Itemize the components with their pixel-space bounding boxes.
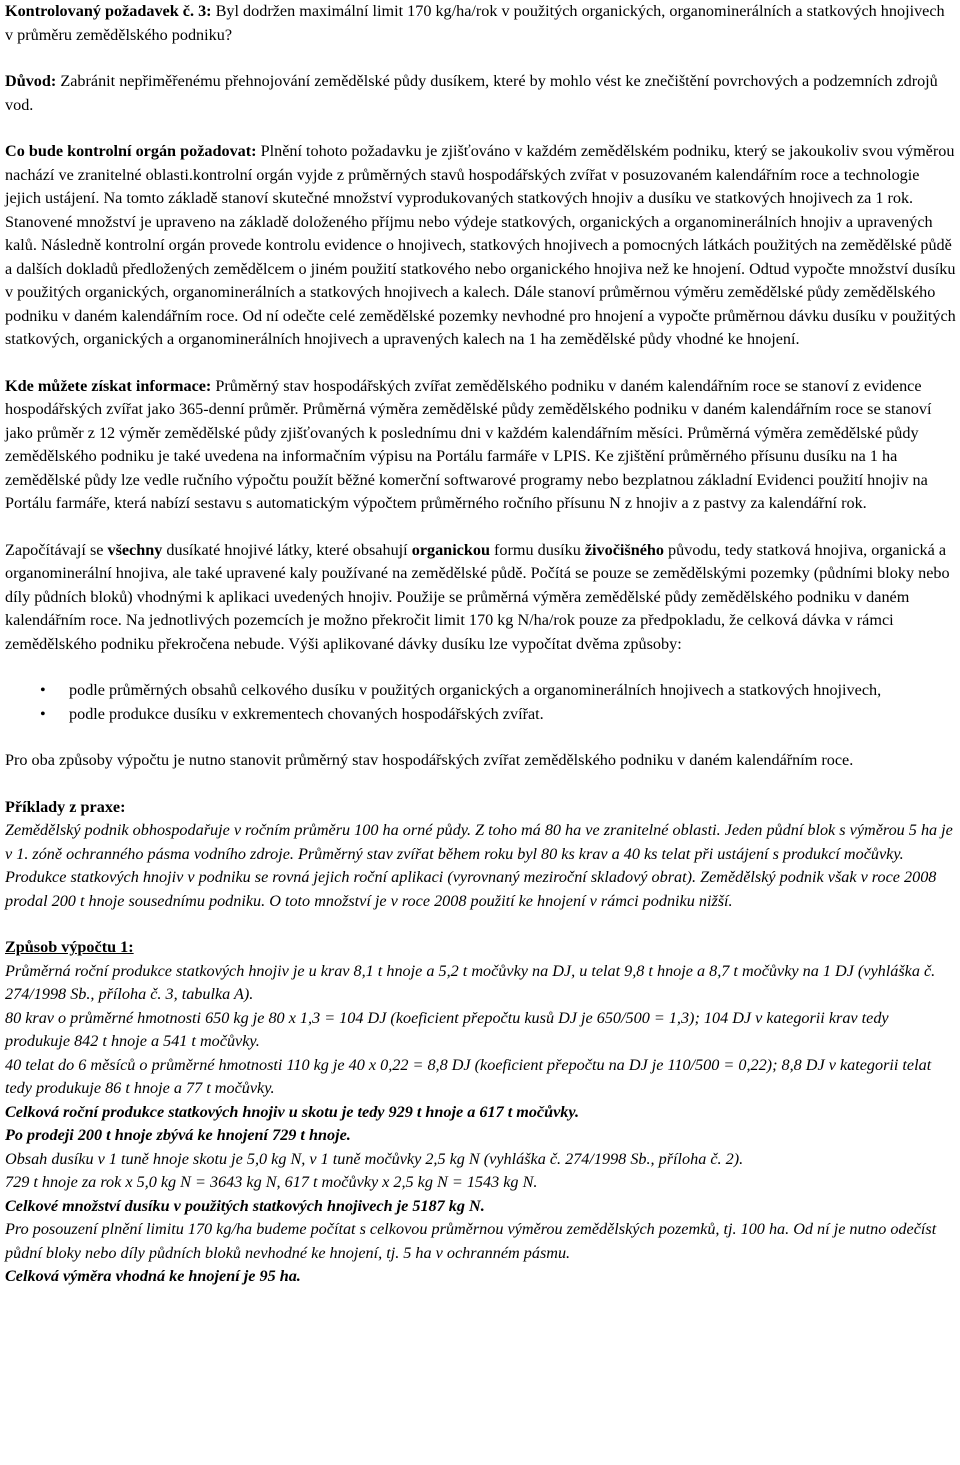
reason-text: Zabránit nepřiměřenému přehnojování zemědělské půdy dusíkem, které by mohlo vést ke znečištění povrchových a podzemních zdrojů vod. [5, 72, 938, 114]
method1-line: 80 krav o průměrné hmotnosti 650 kg je 80 x 1,3 = 104 DJ (koeficient přepočtu kusů DJ je 650/500 = 1,3); 104 DJ v kategorii krav tedy produkuje 842 t hnoje a 541 t močůvky. [5, 1008, 889, 1050]
requirement-label: Kontrolovaný požadavek č. 3: [5, 2, 212, 20]
counting-text-2: dusíkaté hnojivé látky, které obsahují [162, 540, 412, 559]
requirement-paragraph [5, 0, 956, 47]
method1-line-bold: Po prodeji 200 t hnoje zbývá ke hnojení 729 t hnoje. [5, 1126, 351, 1144]
list-item-text: podle průměrných obsahů celkového dusíku v použitých organických a organominerálních hnojivech a statkových hnojivech, [69, 681, 882, 699]
method1-line: Pro posouzení plnění limitu 170 kg/ha budeme počítat s celkovou průměrnou výměrou zemědělských pozemků, tj. 100 ha. Od ní je nutno odečíst půdní bloky nebo díly půdních bloků nevhodné ke hnojení, tj. 5 ha v ochranném pásmu. [5, 1220, 937, 1262]
method1-section [5, 936, 956, 1289]
reason-paragraph [5, 70, 956, 117]
counting-bold-2: organickou [411, 540, 490, 559]
examples-text: Zemědělský podnik obhospodařuje v ročním průměru 100 ha orné půdy. Z toho má 80 ha ve zranitelné oblasti. Jeden půdní blok s výměrou 5 ha je v 1. zóně ochranného pásma vodního zdroje. Průměrný stav zvířat během roku byl 80 ks krav a 40 ks telat při ustájení s produkcí močůvky. Produkce statkových hnojiv v podniku se rovná jejich roční aplikaci (vyrovnaný meziroční skladový obrat). Zemědělský podnik však v roce 2008 prodal 200 t hnoje sousednímu podniku. O toto množství je v roce 2008 použití ke hnojení v rámci podniku nižší. [5, 821, 953, 910]
information-label: Kde můžete získat informace: [5, 376, 212, 395]
authority-text: Plnění tohoto požadavku je zjišťováno v každém zemědělském podniku, který se jakoukoliv svou výměrou nachází ve zranitelné oblasti.kontrolní orgán vyjde z průměrných stavů hospodářských zvířat v posuzovaném kalendářním roce a technologie jejich ustájení. Na tomto základě stanoví skutečné množství vyprodukovaných statkových hnojiv a dusíku ve statkových hnojivech za 1 rok. Stanovené množství je upraveno na základě doloženého příjmu nebo výdeje statkových, organických a organominerálních hnojiv a upravených kalů. Následně kontrolní orgán provede kontrolu evidence o hnojivech, statkových hnojivech a pomocných látkách použitých na zemědělské půdě a dalších dokladů předložených zemědělcem o jiném použití statkového nebo organického hnojiva než ke hnojení. Odtud vypočte množství dusíku v použitých organických, organominerálních a statkových hnojivech a kalech. Dále stanoví průměrnou výměru zemědělské půdy zemědělského podniku v daném kalendářním roce. Od ní odečte celé zemědělské pozemky nevhodné pro hnojení a vypočte průměrnou dávku dusíku v použitých statkových, organických a organominerálních hnojivech a upravených kalech na 1 ha zemědělské půdy vhodné ke hnojení. [5, 142, 956, 348]
method1-line: Obsah dusíku v 1 tuně hnoje skotu je 5,0 kg N, v 1 tuně močůvky 2,5 kg N (vyhláška č. 274/1998 Sb., příloha č. 2). [5, 1149, 744, 1168]
bullet-icon: • [40, 704, 46, 723]
counting-bold-3: živočišného [584, 540, 664, 559]
authority-paragraph [5, 140, 956, 352]
method1-line: Průměrná roční produkce statkových hnojiv je u krav 8,1 t hnoje a 5,2 t močůvky na DJ, u telat 9,8 t hnoje a 8,7 t močůvky na 1 DJ (vyhláška č. 274/1998 Sb., příloha č. 3, tabulka A). [5, 961, 936, 1003]
method1-line-bold: Celková výměra vhodná ke hnojení je 95 ha. [5, 1267, 301, 1285]
list-item [5, 679, 956, 703]
counting-bold-1: všechny [107, 540, 163, 559]
method1-heading: Způsob výpočtu 1: [5, 938, 134, 956]
methods-list [5, 679, 956, 726]
method1-line-bold: Celkové množství dusíku v použitých statkových hnojivech je 5187 kg N. [5, 1196, 485, 1215]
information-text: Průměrný stav hospodářských zvířat zemědělského podniku v daném kalendářním roce se stanoví z evidence hospodářských zvířat jako 365-denní průměr. Průměrná výměra zemědělské půdy zemědělského podniku v daném kalendářním roce se stanoví jako průměr z 12 výměr zemědělské půdy zjišťovaných k poslednímu dni v každém kalendářním měsíci. Průměrná výměra zemědělské půdy zemědělského podniku je také uvedena na informačním výpisu na Portálu farmáře v LPIS. Ke zjištění průměrného přísunu dusíku na 1 ha zemědělské půdy lze vedle ručního výpočtu použít běžné komerční softwarové programy nebo bezplatnou základní Evidenci použití hnojiv na Portálu farmáře, která nabízí sestavu s automatickým výpočtem průměrného ročního přísunu N z hnojiv a z pastvy za kalendářní rok. [5, 376, 932, 512]
counting-text-1: Započítávají se [5, 540, 108, 559]
method1-line-bold: Celková roční produkce statkových hnojiv u skotu je tedy 929 t hnoje a 617 t močůvky. [5, 1102, 580, 1121]
examples-heading: Příklady z praxe: [5, 797, 126, 816]
examples-section [5, 796, 956, 914]
counting-text-3: formu dusíku [489, 540, 585, 559]
counting-text-4: původu, tedy statková hnojiva, organická a organominerální hnojiva, ale také upravené kaly používané na zemědělské půdě. Počítá se pouze se zemědělskými pozemky (půdními bloky nebo díly půdních bloků) vhodnými k aplikaci uvedených hnojiv. Použije se průměrná výměra zemědělské půdy zemědělského podniku v daném kalendářním roce. Na jednotlivých pozemcích je možno překročit limit 170 kg N/ha/rok pouze za předpokladu, že celková dávka v rámci zemědělského podniku překročena nebude. Výši aplikované dávky dusíku lze vypočítat dvěma způsoby: [5, 540, 950, 653]
method1-line: 729 t hnoje za rok x 5,0 kg N = 3643 kg N, 617 t močůvky x 2,5 kg N = 1543 kg N. [5, 1173, 538, 1191]
authority-label: Co bude kontrolní orgán požadovat: [5, 142, 257, 160]
requirement-text: Byl dodržen maximální limit 170 kg/ha/rok v použitých organických, organominerálních a statkových hnojivech v průměru zemědělského podniku? [5, 2, 945, 44]
list-item [5, 703, 956, 727]
information-paragraph [5, 375, 956, 516]
method1-line: 40 telat do 6 měsíců o průměrné hmotnosti 110 kg je 40 x 0,22 = 8,8 DJ (koeficient přepočtu na DJ je 110/500 = 0,22); 8,8 DJ v kategorii telat tedy produkuje 86 t hnoje a 77 t močůvky. [5, 1055, 932, 1097]
reason-label: Důvod: [5, 72, 57, 90]
bullet-icon: • [40, 681, 46, 699]
counting-paragraph [5, 539, 956, 657]
both-methods-paragraph: Pro oba způsoby výpočtu je nutno stanovit průměrný stav hospodářských zvířat zemědělského podniku v daném kalendářním roce. [5, 751, 854, 769]
list-item-text: podle produkce dusíku v exkrementech chovaných hospodářských zvířat. [69, 704, 544, 723]
